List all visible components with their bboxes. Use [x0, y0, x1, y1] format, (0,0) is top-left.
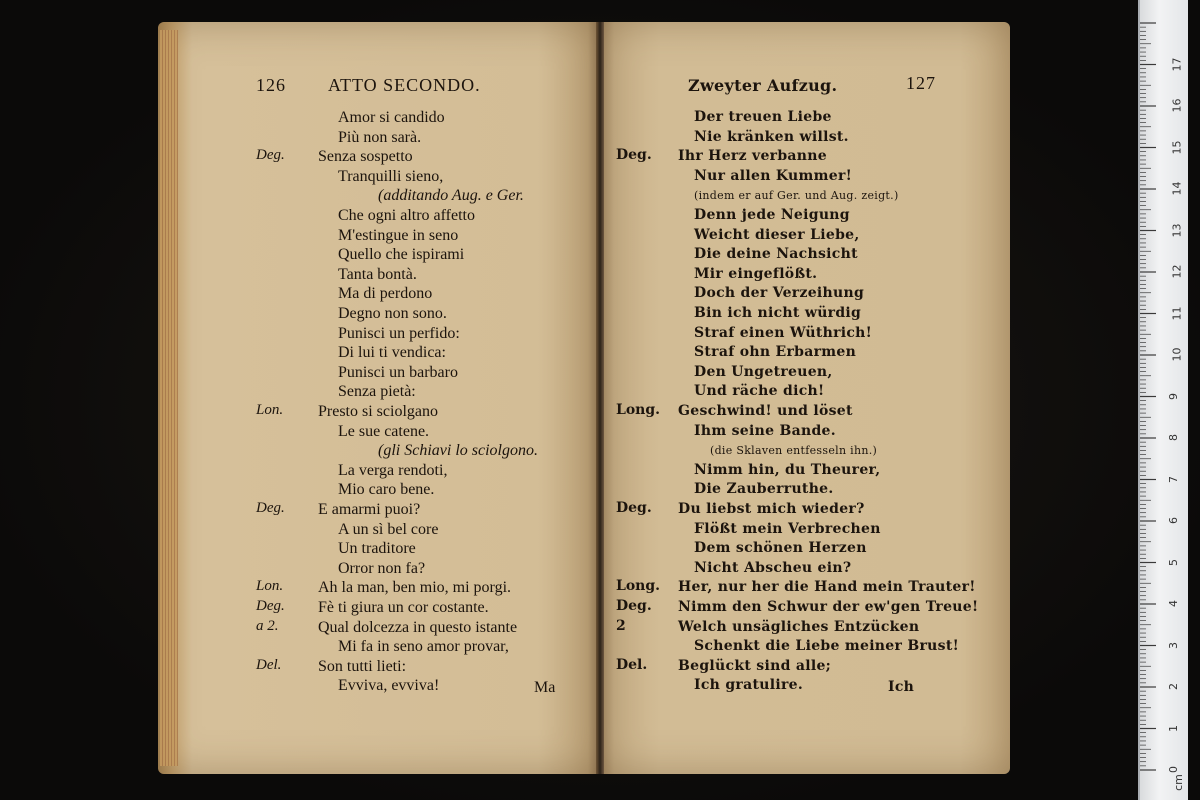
- verse-line: Bin ich nicht würdig: [694, 305, 862, 321]
- left-running-head: ATTO SECONDO.: [328, 75, 481, 95]
- speech-line: Welch unsägliches Entzücken: [678, 618, 920, 635]
- ruler-mark-label: 2: [1167, 683, 1180, 690]
- verse-line: Di lui ti vendica:: [338, 344, 446, 362]
- ruler-mark-label: 15: [1170, 140, 1184, 154]
- speech-line: Ihr Herz verbanne: [678, 148, 827, 165]
- ruler-mark-label: 8: [1167, 434, 1180, 441]
- verse-line: Weicht dieser Liebe,: [694, 226, 860, 243]
- ruler-ticks: [1140, 0, 1188, 800]
- verse-line: Tranquilli sieno,: [338, 167, 444, 185]
- speech-line: Senza sospetto: [318, 148, 413, 166]
- verse-line: Der treuen Liebe: [694, 109, 832, 125]
- ruler-mark-label: 0: [1167, 766, 1180, 773]
- ruler-mark-label: 12: [1170, 264, 1184, 279]
- left-page-number: 126: [256, 75, 286, 95]
- verse-line: Mir eingeflößt.: [694, 265, 818, 282]
- verse-line: Denn jede Neigung: [694, 207, 850, 223]
- verse-line: Un traditore: [338, 540, 416, 558]
- ruler-mark-label: 5: [1167, 558, 1180, 566]
- ruler-mark-label: 13: [1170, 223, 1184, 237]
- left-catchword: Ma: [534, 679, 556, 696]
- speaker-label: Deg.: [616, 147, 652, 164]
- ruler-mark-label: 17: [1170, 57, 1184, 71]
- speaker-label: Long.: [616, 578, 661, 595]
- speaker-label: Lon.: [256, 578, 284, 595]
- verse-line: Und räche dich!: [694, 383, 825, 400]
- verse-line: Quello che ispirami: [338, 246, 465, 264]
- stage-direction: (die Sklaven entfesseln ihn.): [710, 444, 878, 458]
- verse-line: Die deine Nachsicht: [694, 246, 858, 263]
- speech-line: Fè ti giura un cor costante.: [318, 599, 489, 616]
- ruler-mark-label: 10: [1170, 347, 1184, 362]
- verse-line: Den Ungetreuen,: [694, 363, 833, 380]
- verse-line: Ma di perdono: [338, 285, 433, 303]
- verse-line: Orror non fa?: [338, 559, 426, 577]
- speaker-label: Deg.: [256, 598, 285, 614]
- right-running-head: Zweyter Aufzug.: [688, 76, 838, 95]
- speaker-label: Lon.: [256, 402, 284, 418]
- verse-line: Evviva, evviva!: [338, 677, 440, 695]
- speaker-label: Deg.: [256, 500, 285, 516]
- verse-line: Nie kränken willst.: [694, 128, 849, 145]
- verse-line: M'estingue in seno: [338, 226, 459, 244]
- verse-line: Ihm seine Bande.: [694, 422, 836, 439]
- verse-line: Senza pietà:: [338, 383, 416, 401]
- verse-line: Schenkt die Liebe meiner Brust!: [694, 638, 960, 655]
- verse-line: Amor si candido: [338, 109, 445, 126]
- speaker-label: Del.: [256, 656, 282, 673]
- ruler-mark-label: 4: [1167, 600, 1180, 607]
- ruler-mark-label: 7: [1167, 475, 1180, 483]
- verse-line: Ich gratulire.: [694, 677, 804, 694]
- verse-line: Nicht Abscheu ein?: [694, 559, 852, 576]
- verse-line: Flößt mein Verbrechen: [694, 520, 881, 537]
- speech-line: Geschwind! und löset: [678, 403, 853, 419]
- verse-line: Mio caro bene.: [338, 481, 435, 499]
- speech-line: Ah la man, ben mio, mi porgi.: [318, 579, 512, 597]
- ruler-mark-label: 3: [1167, 641, 1180, 649]
- speech-line: Her, nur her die Hand mein Trauter!: [678, 579, 976, 596]
- speaker-label: Long.: [616, 402, 661, 418]
- speech-line: Du liebst mich wieder?: [678, 501, 865, 517]
- verse-line: Le sue catene.: [338, 422, 430, 440]
- speech-line: Presto si sciolgano: [318, 403, 438, 420]
- ruler-unit-label: cm: [1171, 774, 1185, 791]
- verse-line: Più non sarà.: [338, 128, 422, 146]
- ruler-mark-label: 16: [1170, 98, 1184, 113]
- speech-line: Son tutti lieti:: [318, 657, 407, 675]
- verse-line: Doch der Verzeihung: [694, 285, 865, 302]
- open-book: [158, 22, 1010, 774]
- verse-line: Tanta bontà.: [338, 265, 417, 283]
- verse-line: Nur allen Kummer!: [694, 167, 853, 184]
- speaker-label: a 2.: [256, 617, 279, 634]
- verse-line: Mi fa in seno amor provar,: [338, 638, 509, 656]
- ruler-mark-label: 11: [1170, 306, 1184, 320]
- ruler-mark-label: 9: [1167, 392, 1180, 400]
- verse-line: Punisci un barbaro: [338, 363, 458, 381]
- speech-line: E amarmi puoi?: [318, 501, 421, 518]
- verse-line: Die Zauberruthe.: [694, 481, 834, 498]
- verse-line: Degno non sono.: [338, 305, 447, 322]
- speech-line: Qual dolcezza in questo istante: [318, 618, 518, 636]
- right-page-number: 127: [906, 73, 936, 93]
- ruler-mark-label: 1: [1167, 724, 1180, 732]
- verse-line: Punisci un perfido:: [338, 324, 460, 342]
- verse-line: Nimm hin, du Theurer,: [694, 461, 881, 478]
- verse-line: A un sì bel core: [338, 520, 439, 538]
- speaker-label: Deg.: [256, 147, 285, 164]
- verse-line: Dem schönen Herzen: [694, 540, 867, 557]
- speaker-label: Del.: [616, 656, 648, 673]
- ruler-mark-label: 14: [1170, 181, 1184, 196]
- verse-line: Straf ohn Erbarmen: [694, 344, 857, 361]
- page-edges: [160, 30, 178, 766]
- book-gutter: [596, 22, 604, 774]
- measuring-ruler: [1138, 0, 1188, 800]
- speech-line: Nimm den Schwur der ew'gen Treue!: [678, 599, 979, 615]
- speaker-label: Deg.: [616, 500, 652, 516]
- verse-line: Che ogni altro affetto: [338, 207, 475, 224]
- verse-line: Straf einen Wüthrich!: [694, 324, 873, 341]
- speaker-label: Deg.: [616, 598, 652, 614]
- right-catchword: Ich: [888, 679, 915, 695]
- ruler-mark-label: 6: [1167, 517, 1180, 524]
- stage-direction: (indem er auf Ger. und Aug. zeigt.): [694, 189, 899, 203]
- verse-line: La verga rendoti,: [338, 461, 448, 479]
- speaker-label: 2: [616, 617, 626, 634]
- stage-direction: (additando Aug. e Ger.: [378, 187, 524, 205]
- speech-line: Beglückt sind alle;: [678, 657, 832, 674]
- stage-direction: (gli Schiavi lo sciolgono.: [378, 442, 538, 460]
